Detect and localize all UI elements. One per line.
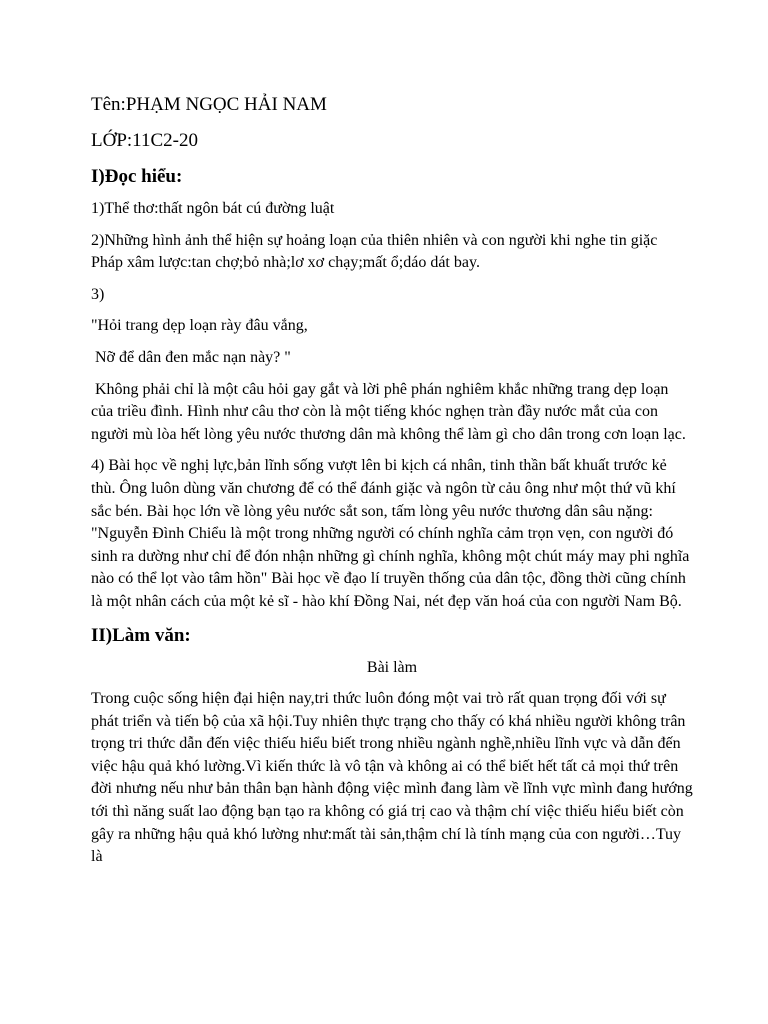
- section-reading-heading: I)Đọc hiểu:: [91, 166, 183, 187]
- document-body: [91, 92, 697, 878]
- essay-subtitle: Bài làm: [366, 658, 418, 676]
- answer-3-text: Không phải chỉ là một câu hỏi gay gắt và lời phê phán nghiêm khắc những trang dẹp loạn của triều đình. Hình như câu thơ còn là một tiếng khóc nghẹn tràn đầy nước mắt của con người mù lòa hết lòng yêu nước thương dân mà không thể làm gì cho dân trong cơn loạn lạc.: [91, 380, 686, 443]
- answer-4: 4) Bài học về nghị lực,bản lĩnh sống vượt lên bi kịch cá nhân, tinh thần bất khuất trước kẻ thù. Ông luôn dùng văn chương để có thể đánh giặc và ngôn từ cảu ông như một thứ vũ khí sắc bén. Bài học lớn về lòng yêu nước sắt son, tấm lòng yêu nước thương dân sâu nặng: "Nguyễn Đình Chiểu là một trong những người có chính nghĩa cảm trọn vẹn, con người đó sinh ra dường như chỉ để đón nhận những gì chính nghĩa, không một chút máy may phi nghĩa nào có thể lọt vào tâm hồn" Bài học về đạo lí truyền thống của dân tộc, đồng thời cũng chính là một nhân cách của một kẻ sĩ - hào khí Đồng Nai, nét đẹp văn hoá của con người Nam Bộ.: [91, 457, 694, 610]
- poem-line-1: "Hỏi trang dẹp loạn rày đâu vắng,: [91, 317, 308, 335]
- answer-2: 2)Những hình ảnh thể hiện sự hoảng loạn của thiên nhiên và con người khi nghe tin giặc Pháp xâm lược:tan chợ;bỏ nhà;lơ xơ chạy;mất ổ;dáo dát bay.: [91, 231, 662, 272]
- essay-paragraph: Trong cuộc sống hiện đại hiện nay,tri thức luôn đóng một vai trò rất quan trọng đối với sự phát triển và tiến bộ của xã hội.Tuy nhiên thực trạng cho thấy có khá nhiều người không trân trọng tri thức dẫn đến việc thiếu hiểu biết trong nhiều ngành nghề,nhiều lĩnh vực và dẫn đến việc hậu quả khó lường.Vì kiến thức là vô tận và không ai có thể biết hết tất cả mọi thứ trên đời nhưng nếu như bản thân bạn hành động việc mình đang làm về lĩnh vực mình đang hướng tới thì năng suất lao động bạn tạo ra không có giá trị cao và thậm chí việc thiếu hiểu biết còn gây ra những hậu quả khó lường như:mất tài sản,thậm chí là tính mạng của con người…Tuy là: [91, 690, 697, 866]
- student-name: Tên:PHẠM NGỌC HẢI NAM: [91, 94, 327, 115]
- poem-line-2: Nỡ để dân đen mắc nạn này? ": [91, 348, 291, 366]
- student-class: LỚP:11C2-20: [91, 130, 198, 151]
- answer-3-label: 3): [91, 285, 105, 303]
- answer-1: 1)Thể thơ:thất ngôn bát cú đường luật: [91, 200, 335, 217]
- section-writing-heading: II)Làm văn:: [91, 624, 191, 646]
